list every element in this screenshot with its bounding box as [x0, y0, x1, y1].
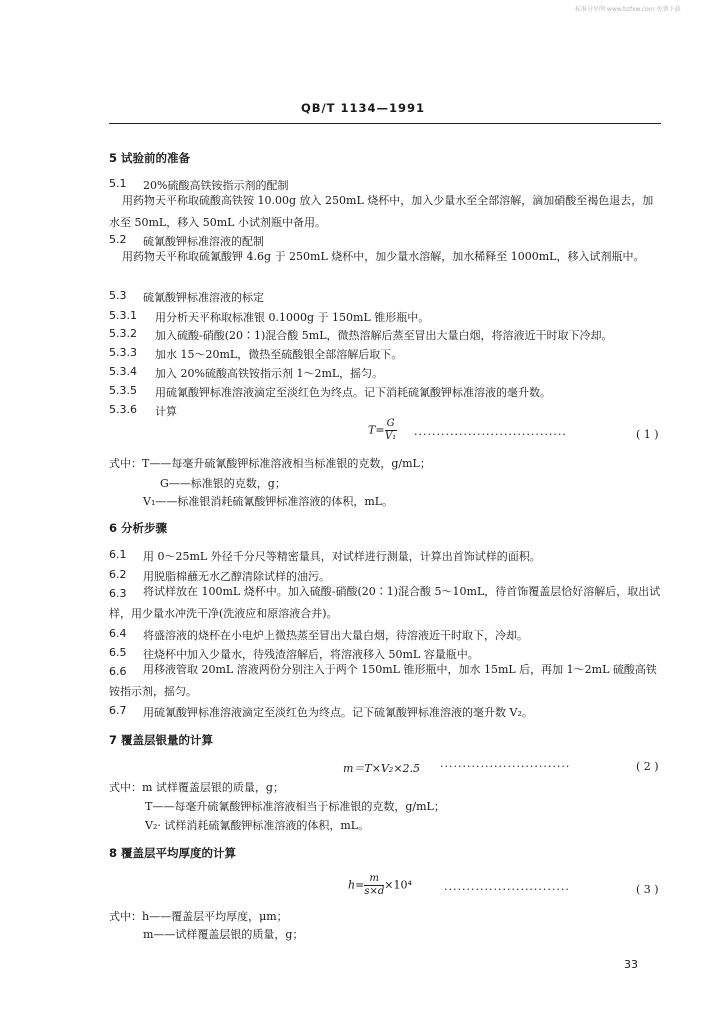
clause-6-1-number: 6.1 [109, 548, 127, 561]
clause-5-1-number: 5.1 [109, 177, 127, 190]
clause-5-3-3-number: 5.3.3 [109, 346, 137, 359]
where-2-line-1: 式中：m 试样覆盖层银的质量，g； [109, 781, 284, 794]
clause-5-3-2-text: 加入硫酸-硝酸(20∶1)混合酸 5mL，微热溶解后蒸至冒出大量白烟，将溶液近干时取下冷却。 [155, 329, 613, 342]
header-rule [109, 123, 661, 124]
section-8-title: 8 覆盖层平均厚度的计算 [109, 846, 237, 860]
equation-1-number: ( 1 ) [636, 428, 659, 441]
clause-5-3-1-number: 5.3.1 [109, 309, 137, 322]
clause-6-4-number: 6.4 [109, 627, 127, 640]
page-number: 33 [624, 958, 638, 971]
clause-5-1-title: 20%硫酸高铁铵指示剂的配制 [143, 179, 289, 192]
clause-5-1-text: 用药物天平称取硫酸高铁铵 10.00g 放入 250mL 烧杯中，加入少量水至全部溶解，滴加硝酸至褐色退去，加水至 50mL，移入 50mL 小试剂瓶中备用。 [109, 194, 654, 229]
clause-6-7-number: 6.7 [109, 704, 127, 717]
equation-1-fraction [385, 418, 397, 443]
clause-5-3-5-text: 用硫氰酸钾标准溶液滴定至淡红色为终点。记下消耗硫氰酸钾标准溶液的毫升数。 [155, 386, 551, 399]
equation-2-number: ( 2 ) [636, 760, 659, 773]
clause-5-3-3-text: 加水 15～20mL，微热至硫酸银全部溶解后取下。 [155, 348, 403, 361]
where-1-line-2: G——标准银的克数，g； [160, 477, 286, 490]
equation-2: m＝T×V₂×2.5 [343, 762, 421, 775]
equation-3-fraction [364, 873, 384, 898]
equation-1-numerator: G [386, 418, 395, 429]
clause-5-3-4-number: 5.3.4 [109, 365, 137, 378]
where-1-line-3: V₁——标准银消耗硫氰酸钾标准溶液的体积，mL。 [143, 495, 394, 508]
clause-6-5-text: 往烧杯中加入少量水，待残渣溶解后，将溶液移入 50mL 容量瓶中。 [143, 648, 479, 661]
equation-3-number: ( 3 ) [636, 883, 659, 896]
clause-6-6-number: 6.6 [109, 665, 127, 678]
standard-header: QB/T 1134—1991 [300, 101, 426, 115]
clause-5-3-title: 硫氰酸钾标准溶液的标定 [143, 291, 264, 304]
clause-5-3-6-text: 计算 [155, 405, 177, 418]
clause-5-3-4-text: 加入 20%硫酸高铁铵指示剂 1～2mL，摇匀。 [155, 367, 384, 380]
clause-6-4-text: 将盛溶液的烧杯在小电炉上微热蒸至冒出大量白烟，待溶液近干时取下，冷却。 [143, 629, 528, 642]
clause-5-3-6-number: 5.3.6 [109, 403, 137, 416]
clause-6-3-number: 6.3 [109, 587, 127, 600]
equation-1-lhs: T= [368, 423, 385, 437]
equation-3-leader-dots: ···························· [444, 883, 570, 896]
equation-3-rhs: ×10⁴ [384, 878, 412, 892]
where-3-line-1: 式中：h——覆盖层平均厚度，μm； [109, 910, 288, 923]
clause-6-2-number: 6.2 [109, 568, 127, 581]
equation-3-numerator: m [364, 873, 384, 886]
section-5-title: 5 试验前的准备 [109, 151, 191, 165]
clause-6-1-text: 用 0～25mL 外径千分尺等精密量具，对试样进行测量，计算出首饰试样的面积。 [143, 550, 541, 563]
clause-6-3-text: 将试样放在 100mL 烧杯中。加入硫酸-硝酸(20∶1)混合酸 5～10mL，待首饰覆盖层恰好溶解后，取出试样，用少量水冲洗干净(洗液应和原溶液合并)。 [109, 585, 661, 620]
clause-5-3-1-text: 用分析天平称取标准银 0.1000g 于 150mL 锥形瓶中。 [155, 311, 430, 324]
clause-6-7-text: 用硫氰酸钾标准溶液滴定至淡红色为终点。记下硫氰酸钾标准溶液的毫升数 V₂。 [143, 706, 533, 719]
clause-5-2-title: 硫氰酸钾标准溶液的配制 [143, 235, 264, 248]
clause-5-2-text: 用药物天平称取硫氰酸钾 4.6g 于 250mL 烧杯中，加少量水溶解，加水稀释至 1000mL，移入试剂瓶中。 [122, 250, 645, 263]
clause-6-2-text: 用脱脂棉蘸无水乙醇清除试样的油污。 [143, 570, 330, 583]
equation-1 [368, 418, 397, 443]
equation-3-lhs: h= [348, 878, 365, 892]
clause-6-6-text: 用移液管取 20mL 溶液两份分别注入于两个 150mL 锥形瓶中，加水 15mL 后，再加 1～2mL 硫酸高铁铵指示剂，摇匀。 [109, 663, 657, 698]
section-7-title: 7 覆盖层银量的计算 [109, 733, 214, 747]
where-1-line-1: 式中：T——每毫升硫氰酸钾标准溶液相当标准银的克数，g/mL； [109, 457, 431, 470]
equation-1-leader-dots: ·································· [414, 428, 567, 441]
equation-2-leader-dots: ····························· [440, 760, 571, 773]
section-6-title: 6 分析步骤 [109, 521, 168, 535]
where-2-line-2: T——每毫升硫氰酸钾标准溶液相当于标准银的克数，g/mL； [145, 800, 445, 813]
equation-3 [348, 873, 412, 898]
clause-5-3-number: 5.3 [109, 289, 127, 302]
clause-6-5-number: 6.5 [109, 646, 127, 659]
where-3-line-2: m——试样覆盖层银的质量，g； [143, 928, 304, 941]
where-2-line-3: V₂· 试样消耗硫氰酸钾标准溶液的体积，mL。 [145, 819, 370, 832]
clause-5-3-2-number: 5.3.2 [109, 327, 137, 340]
clause-5-2-number: 5.2 [109, 233, 127, 246]
equation-1-denominator: V₁ [384, 431, 397, 442]
equation-3-denominator: s×d [364, 886, 385, 897]
clause-5-3-5-number: 5.3.5 [109, 384, 137, 397]
watermark: 标准分享网 www.bzfxw.com 免费下载 [575, 6, 681, 13]
